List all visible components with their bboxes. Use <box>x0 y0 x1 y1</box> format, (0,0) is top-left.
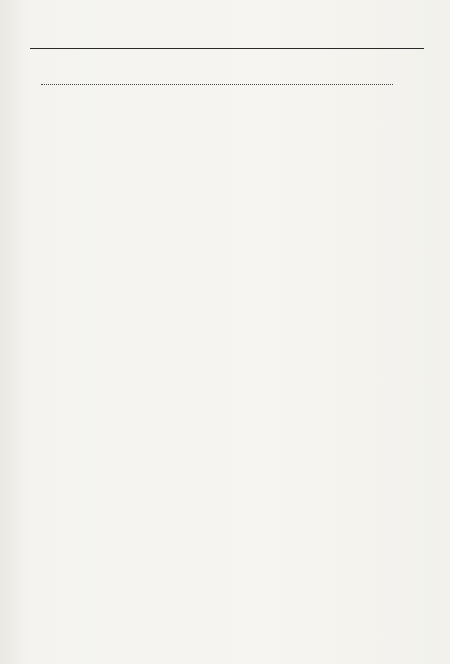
afterword-entry[interactable] <box>38 83 414 96</box>
table-of-contents <box>38 56 414 96</box>
leader-dots <box>41 83 393 85</box>
part-title <box>38 64 414 78</box>
header-rule <box>30 48 424 49</box>
running-head <box>28 33 422 47</box>
